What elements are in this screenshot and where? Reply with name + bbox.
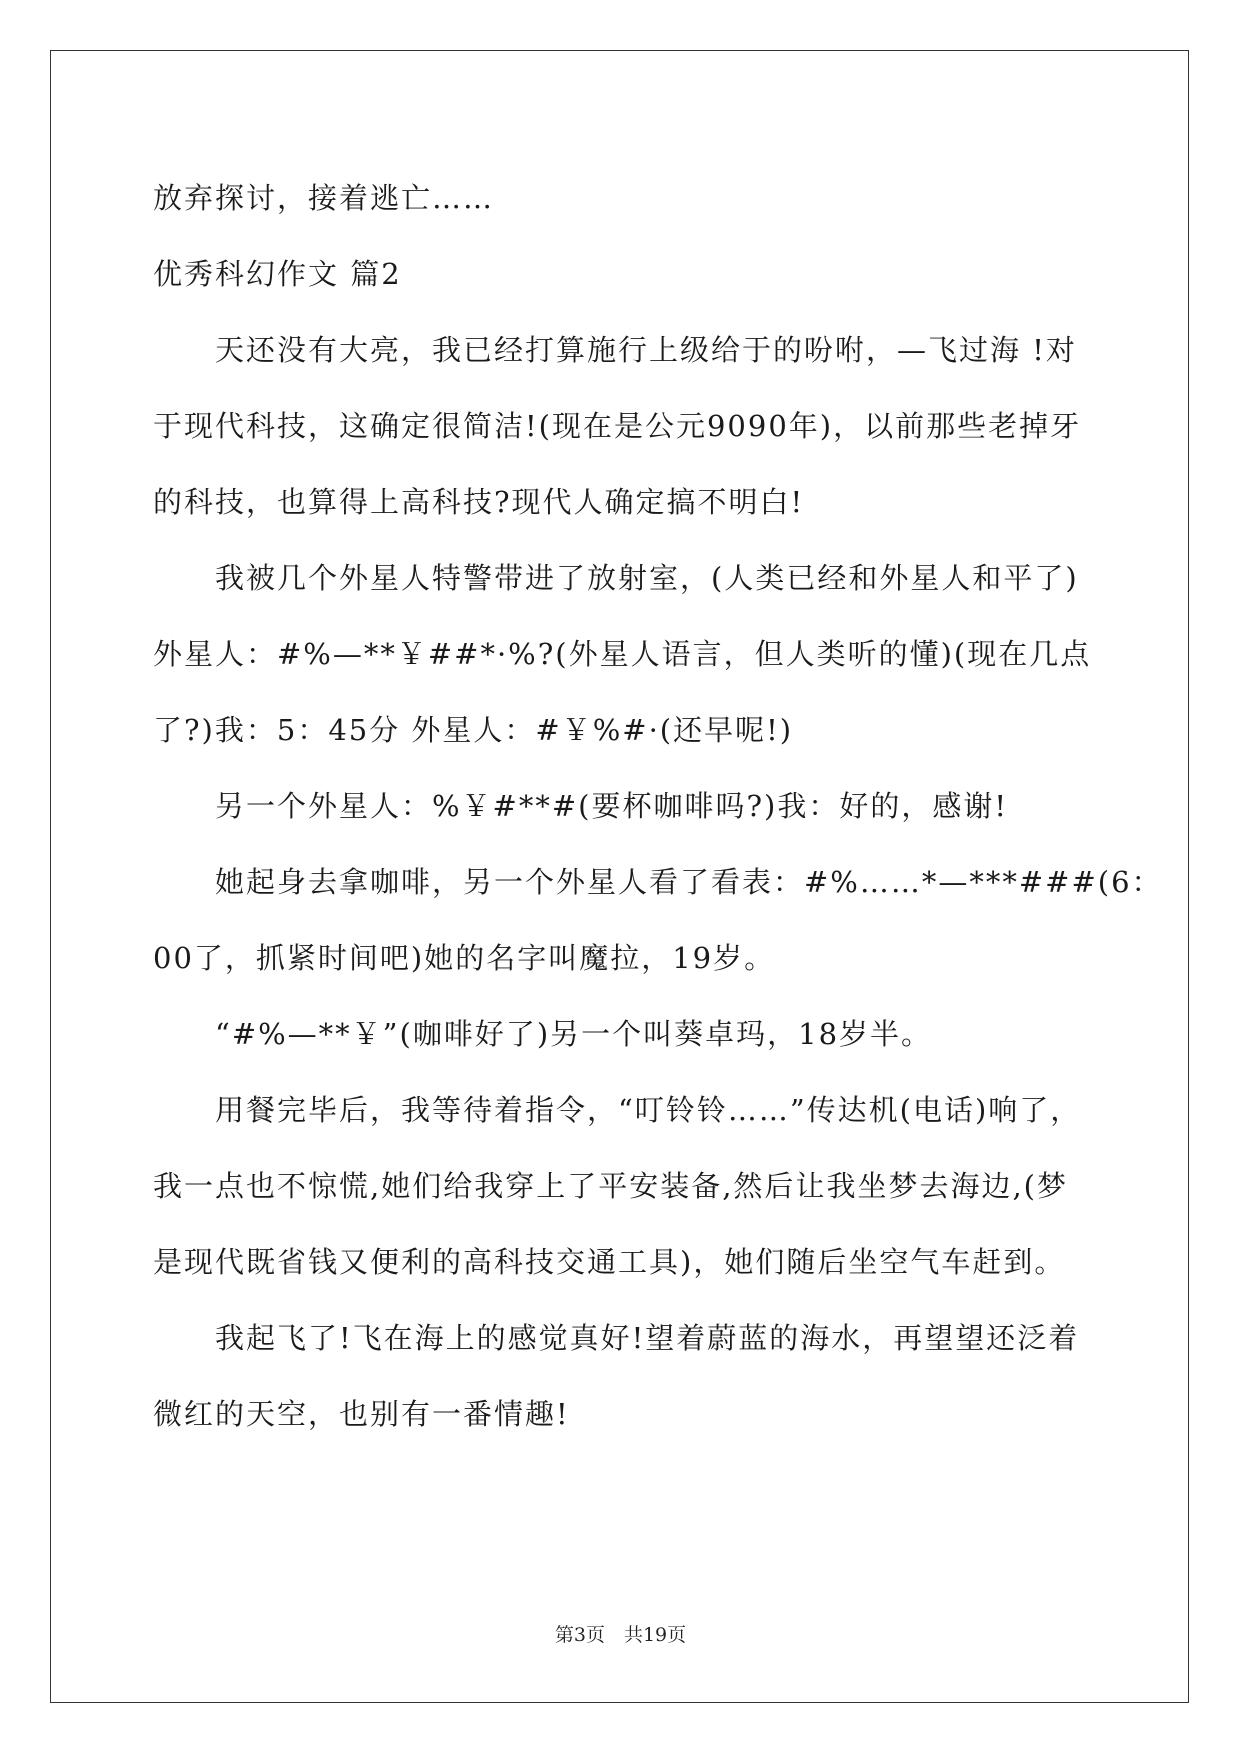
text-line: 的科技，也算得上高科技?现代人确定搞不明白! <box>153 485 805 519</box>
document-body <box>153 160 1163 1452</box>
paragraph-first-line: 她起身去拿咖啡，另一个外星人看了看表：#%……*—***###(6： <box>215 865 1163 899</box>
text-line: 放弃探讨，接着逃亡…… <box>153 181 495 215</box>
text-line: 00了，抓紧时间吧)她的名字叫魔拉，19岁。 <box>153 941 776 975</box>
page-number-footer: 第3页 共19页 <box>554 1624 687 1646</box>
text-line: 我一点也不惊慌,她们给我穿上了平安装备,然后让我坐梦去海边,(梦 <box>153 1169 1068 1203</box>
paragraph-first-line: 天还没有大亮，我已经打算施行上级给于的吩咐，—飞过海 !对 <box>215 333 1077 367</box>
section-heading: 优秀科幻作文 篇2 <box>153 257 402 291</box>
text-line: 微红的天空，也别有一番情趣! <box>153 1397 570 1431</box>
text-line: 外星人：#%—**￥##*·%?(外星人语言，但人类听的懂)(现在几点 <box>153 637 1092 671</box>
paragraph-first-line: 另一个外星人：%￥#**#(要杯咖啡吗?)我：好的，感谢! <box>215 789 1008 823</box>
paragraph-first-line: 我被几个外星人特警带进了放射室，(人类已经和外星人和平了) <box>215 561 1079 595</box>
paragraph-first-line: “#%—**￥”(咖啡好了)另一个叫葵卓玛，18岁半。 <box>215 1017 933 1051</box>
paragraph-first-line: 用餐完毕后，我等待着指令，“叮铃铃……”传达机(电话)响了， <box>215 1093 1082 1127</box>
text-line: 是现代既省钱又便利的高科技交通工具)，她们随后坐空气车赶到。 <box>153 1245 1066 1279</box>
text-line: 于现代科技，这确定很简洁!(现在是公元9090年)，以前那些老掉牙 <box>153 409 1082 443</box>
paragraph-first-line: 我起飞了!飞在海上的感觉真好!望着蔚蓝的海水，再望望还泛着 <box>215 1321 1080 1355</box>
text-line: 了?)我：5：45分 外星人：#￥%#·(还早呢!) <box>153 713 794 747</box>
